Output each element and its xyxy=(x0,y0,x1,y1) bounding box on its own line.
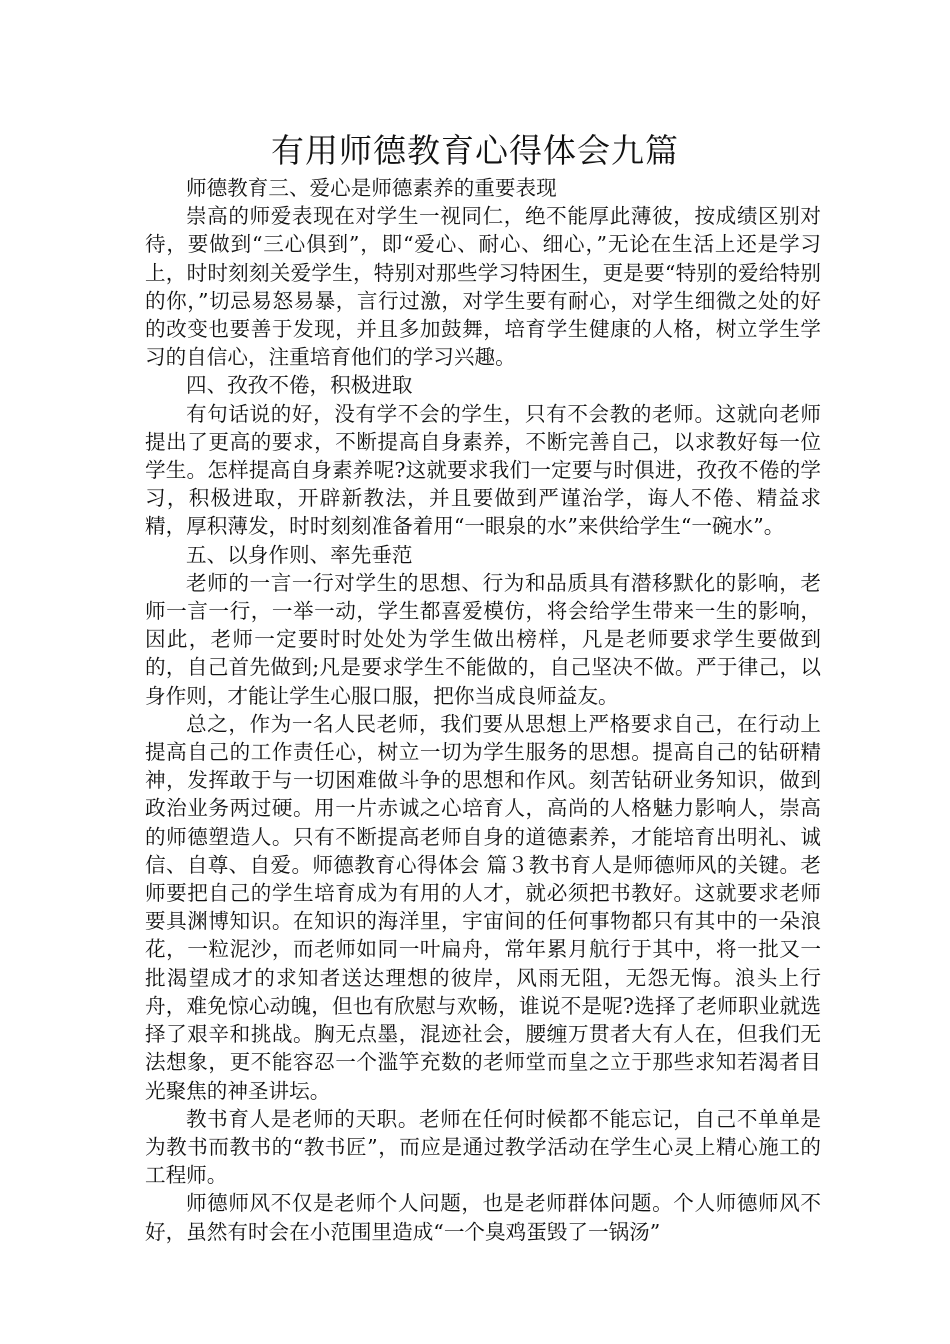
body-paragraph: 教书育人是老师的天职。老师在任何时候都不能忘记，自己不单单是为教书而教书的“教书匠”，而应是通过教学活动在学生心灵上精心施工的工程师。 xyxy=(145,1106,821,1188)
document-body xyxy=(145,174,821,1246)
body-paragraph: 师德师风不仅是老师个人问题，也是老师群体问题。个人师德师风不好，虽然有时会在小范围里造成“一个臭鸡蛋毁了一锅汤” xyxy=(145,1191,821,1244)
body-paragraph: 老师的一言一行对学生的思想、行为和品质具有潜移默化的影响，老师一言一行，一举一动，学生都喜爱模仿，将会给学生带来一生的影响，因此，老师一定要时时处处为学生做出榜样，凡是老师要求学生要做到的，自己首先做到;凡是要求学生不能做的，自己坚决不做。严于律己，以身作则，才能让学生心服口服，把你当成良师益友。 xyxy=(145,570,821,708)
document-title: 有用师德教育心得体会九篇 xyxy=(271,131,679,170)
section-heading: 师德教育三、爱心是师德素养的重要表现 xyxy=(186,176,557,200)
section-heading: 四、孜孜不倦，积极进取 xyxy=(186,373,413,398)
body-paragraph: 有句话说的好，没有学不会的学生，只有不会教的老师。这就向老师提出了更高的要求，不断提高自身素养，不断完善自己，以求教好每一位学生。怎样提高自身素养呢?这就要求我们一定要与时俱进，孜孜不倦的学习，积极进取，开辟新教法，并且要做到严谨治学，诲人不倦、精益求精，厚积薄发，时时刻刻准备着用“一眼泉的水”来供给学生“一碗水”。 xyxy=(145,401,821,539)
body-paragraph: 总之，作为一名人民老师，我们要从思想上严格要求自己，在行动上提高自己的工作责任心，树立一切为学生服务的思想。提高自己的钻研精神，发挥敢于与一切困难做斗争的思想和作风。刻苦钻研业务知识，做到政治业务两过硬。用一片赤诚之心培育人，高尚的人格魅力影响人，崇高的师德塑造人。只有不断提高老师自身的道德素养，才能培育出明礼、诚信、自尊、自爱。师德教育心得体会 篇３教书育人是师德师风的关键。老师要把自己的学生培育成为有用的人才，就必须把书教好。这就要求老师要具渊博知识。在知识的海洋里，宇宙间的任何事物都只有其中的一朵浪花，一粒泥沙，而老师如同一叶扁舟，常年累月航行于其中，将一批又一批渴望成才的求知者送达理想的彼岸，风雨无阻，无怨无悔。浪头上行舟，难免惊心动魄，但也有欣慰与欢畅，谁说不是呢?选择了老师职业就选择了艰辛和挑战。胸无点墨，混迹社会，腰缠万贯者大有人在，但我们无法想象，更不能容忍一个滥竽充数的老师堂而皇之立于那些求知若渴者目光聚焦的神圣讲坛。 xyxy=(145,711,821,1103)
section-heading: 五、以身作则、率先垂范 xyxy=(186,542,413,567)
body-paragraph: 崇高的师爱表现在对学生一视同仁，绝不能厚此薄彼，按成绩区别对待，要做到“三心俱到”，即“爱心、耐心、细心，”无论在生活上还是学习上，时时刻刻关爱学生，特别对那些学习特困生，更是要“特别的爱给特别的你，”切忌易怒易暴，言行过激，对学生要有耐心，对学生细微之处的好的改变也要善于发现，并且多加鼓舞，培育学生健康的人格，树立学生学习的自信心，注重培育他们的学习兴趣。 xyxy=(145,204,821,370)
